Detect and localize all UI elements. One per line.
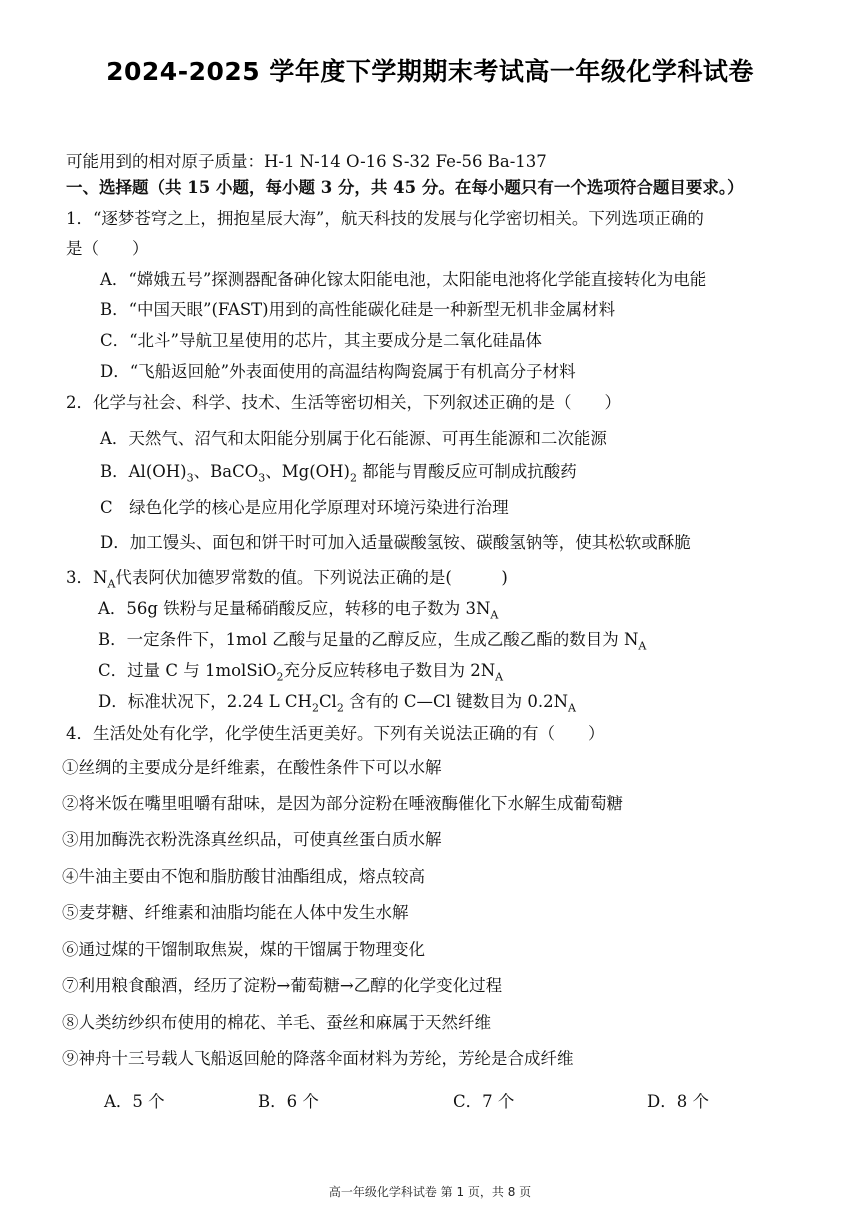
page-footer: 高一年级化学科试卷 第 1 页，共 8 页 (328, 1185, 532, 1199)
q1-option-a: A．“嫦娥五号”探测器配备砷化镓太阳能电池，太阳能电池将化学能直接转化为电能 (100, 270, 707, 289)
q4-item-2: ②将米饭在嘴里咀嚼有甜味，是因为部分淀粉在唾液酶催化下水解生成葡萄糖 (62, 794, 623, 813)
q3-option-a: A．56g 铁粉与足量稀硝酸反应，转移的电子数为 $3N_A$ (98, 599, 499, 622)
q4-option-a: A．5 个 (104, 1092, 165, 1111)
q2-option-c: C 绿色化学的核心是应用化学原理对环境污染进行治理 (100, 498, 509, 517)
q1-stem-line2: 是（ ） (66, 239, 149, 258)
q3-option-d: D．标准状况下，2.24 L $CH_2Cl_2$ 含有的 C—Cl 键数目为 $0.2N_A$ (98, 692, 576, 715)
exam-title: 2024-2025 学年度下学期期末考试高一年级化学科试卷 (106, 57, 754, 86)
q1-stem-line1: 1．“逐梦苍穹之上，拥抱星辰大海”，航天科技的发展与化学密切相关。下列选项正确的 (66, 209, 704, 228)
q4-item-7: ⑦利用粮食酿酒，经历了淀粉→葡萄糖→乙醇的化学变化过程 (62, 976, 503, 995)
q4-option-c: C．7 个 (453, 1092, 515, 1111)
q4-item-4: ④牛油主要由不饱和脂肪酸甘油酯组成，熔点较高 (62, 867, 425, 886)
q4-item-6: ⑥通过煤的干馏制取焦炭，煤的干馏属于物理变化 (62, 940, 425, 959)
q1-option-b: B．“中国天眼”(FAST)用到的高性能碳化硅是一种新型无机非金属材料 (100, 300, 616, 319)
q2-option-d: D．加工馒头、面包和饼干时可加入适量碳酸氢铵、碳酸氢钠等，使其松软或酥脆 (100, 533, 691, 552)
section1-header: 一、选择题（共 15 小题，每小题 3 分，共 45 分。在每小题只有一个选项符合题目要求。） (66, 178, 744, 197)
q4-item-8: ⑧人类纺纱织布使用的棉花、羊毛、蚕丝和麻属于天然纤维 (62, 1013, 491, 1032)
q4-options (0, 1088, 860, 1114)
q4-option-b: B．6 个 (258, 1092, 319, 1111)
q4-item-9: ⑨神舟十三号载人飞船返回舱的降落伞面材料为芳纶，芳纶是合成纤维 (62, 1049, 574, 1068)
q2-stem: 2．化学与社会、科学、技术、生活等密切相关，下列叙述正确的是（ ） (66, 393, 621, 412)
q4-item-1: ①丝绸的主要成分是纤维素，在酸性条件下可以水解 (62, 758, 442, 777)
q4-item-3: ③用加酶洗衣粉洗涤真丝织品，可使真丝蛋白质水解 (62, 830, 442, 849)
q2-option-a: A．天然气、沼气和太阳能分别属于化石能源、可再生能源和二次能源 (100, 429, 607, 448)
q3-option-b: B．一定条件下，1mol 乙酸与足量的乙醇反应，生成乙酸乙酯的数目为 $N_A$ (98, 630, 647, 653)
q3-stem: 3．$N_A$代表阿伏加德罗常数的值。下列说法正确的是( ) (66, 568, 508, 591)
q1-option-c: C．“北斗”导航卫星使用的芯片，其主要成分是二氧化硅晶体 (100, 331, 542, 350)
q4-stem: 4．生活处处有化学，化学使生活更美好。下列有关说法正确的有（ ） (66, 724, 605, 743)
q4-option-d: D．8 个 (647, 1092, 709, 1111)
q4-item-5: ⑤麦芽糖、纤维素和油脂均能在人体中发生水解 (62, 903, 409, 922)
atomic-masses: 可能用到的相对原子质量：H-1 N-14 O-16 S-32 Fe-56 Ba-137 (66, 152, 547, 171)
q1-option-d: D．“飞船返回舱”外表面使用的高温结构陶瓷属于有机高分子材料 (100, 362, 576, 381)
q3-option-c: C．过量 C 与 1molSiO$_2$充分反应转移电子数目为 $2N_A$ (98, 661, 504, 684)
q2-option-b: B．$Al(OH)_3$、BaCO$_3$、$Mg(OH)_2$ 都能与胃酸反应可制成抗酸药 (100, 462, 577, 485)
